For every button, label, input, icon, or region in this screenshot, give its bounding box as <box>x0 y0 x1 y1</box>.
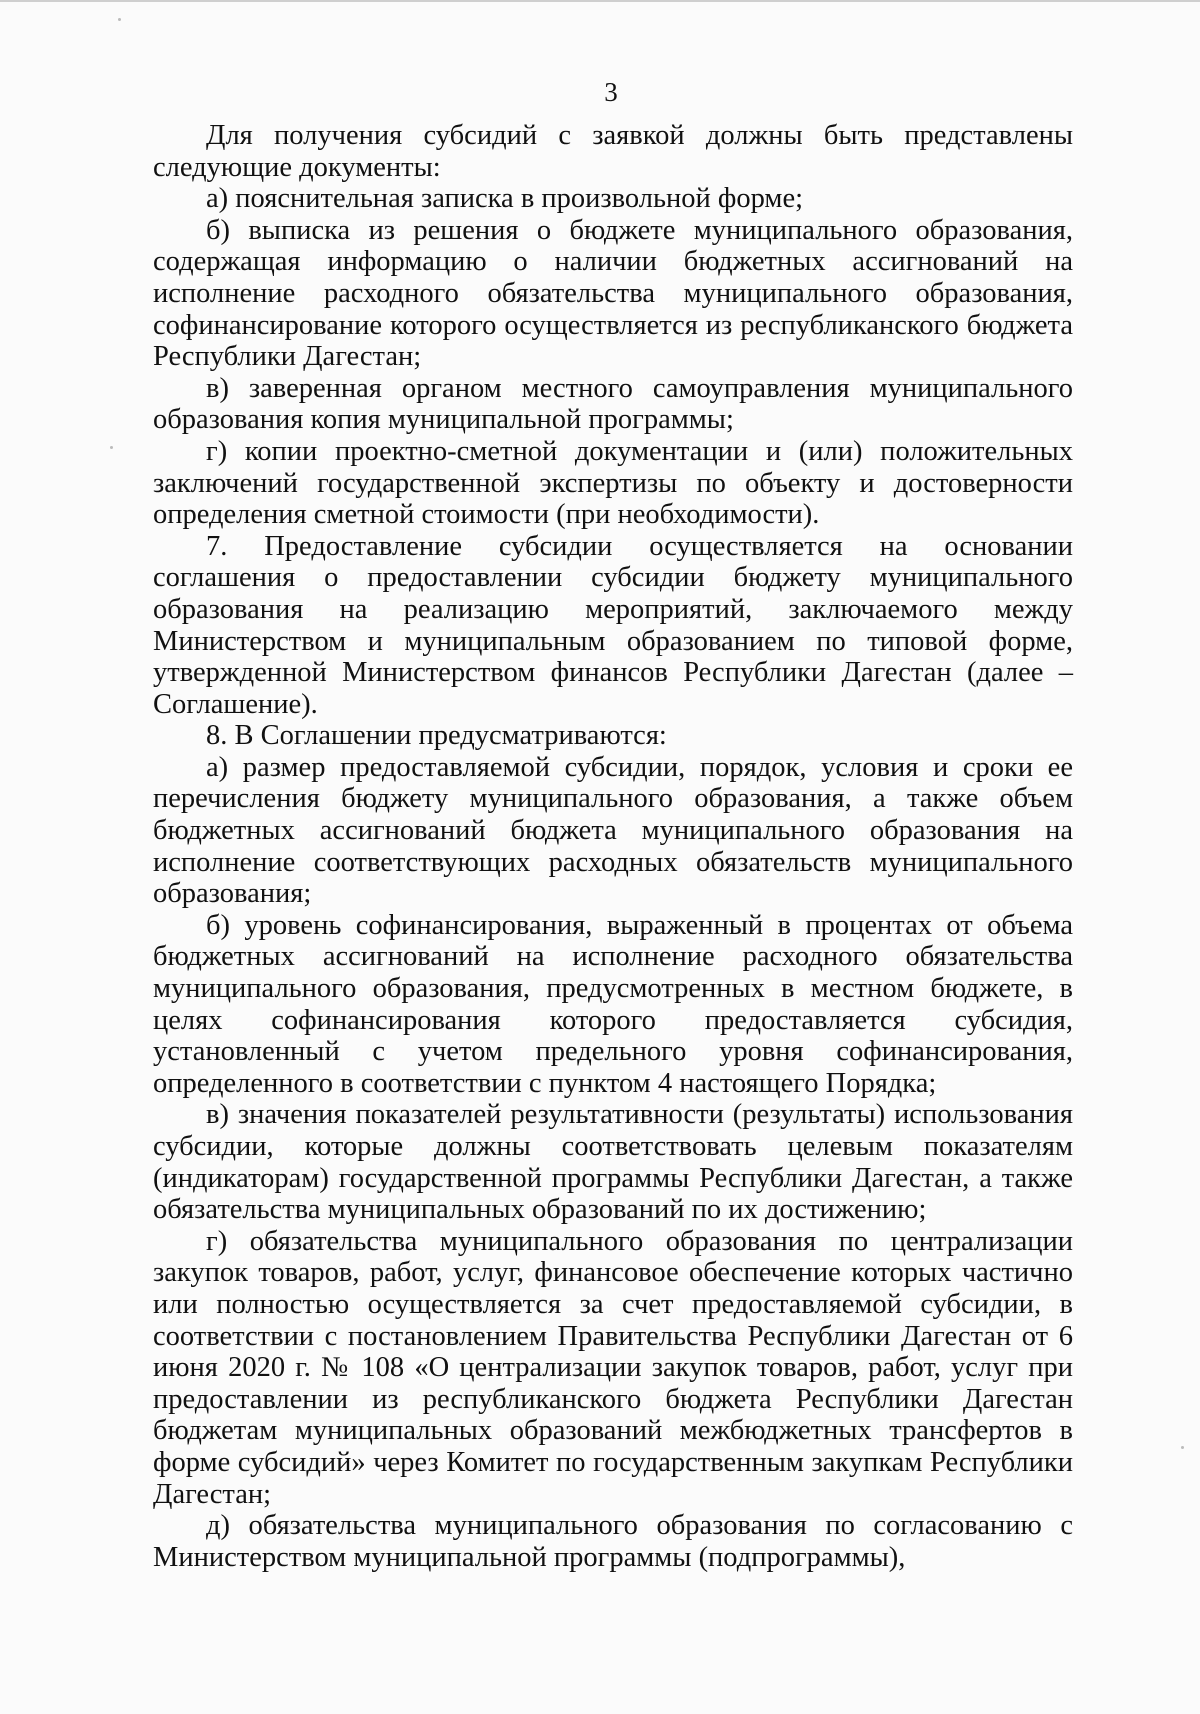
paragraph-clause-8-v: в) значения показателей результативности (результаты) использования субсидии, которые должны соответствовать целевым показателям (индикаторам) государственной программы Республики Дагестан, а также обязательства муниципальных образований по их достижению; <box>153 1099 1073 1226</box>
paragraph-item-b: б) выписка из решения о бюджете муниципального образования, содержащая информацию о наличии бюджетных ассигнований на исполнение расходного обязательства муниципального образования, софинансирование которого осуществляется из республиканского бюджета Республики Дагестан; <box>153 214 1073 373</box>
paragraph-clause-8-b: б) уровень софинансирования, выраженный в процентах от объема бюджетных ассигнований на исполнение расходного обязательства муниципального образования, предусмотренных в местном бюджете, в целях софинансирования которого предоставляется субсидия, установленный с учетом предельного уровня софинансирования, определенного в соответствии с пунктом 4 настоящего Порядка; <box>153 909 1073 1099</box>
paragraph-clause-7: 7. Предоставление субсидии осуществляется на основании соглашения о предоставлении субсидии бюджету муниципального образования на реализацию мероприятий, заключаемого между Министерством и муниципальным образованием по типовой форме, утвержденной Министерством финансов Республики Дагестан (далее – Соглашение). <box>153 530 1073 720</box>
paragraph-item-a: а) пояснительная записка в произвольной форме; <box>206 183 804 215</box>
scan-edge-line <box>0 0 1200 2</box>
paragraph-clause-8-g: г) обязательства муниципального образования по централизации закупок товаров, работ, услуг, финансовое обеспечение которых частично или полностью осуществляется за счет предоставляемой субсидии, в соответствии с постановлением Правительства Республики Дагестан от 6 июня 2020 г. № 108 «О централизации закупок товаров, работ, услуг при предоставлении из республиканского бюджета Республики Дагестан бюджетам муниципальных образований межбюджетных трансфертов в форме субсидий» через Комитет по государственным закупкам Республики Дагестан; <box>153 1225 1073 1510</box>
paragraph-documents-intro: Для получения субсидий с заявкой должны быть представлены следующие документы: <box>153 120 1073 183</box>
page-number: 3 <box>604 77 618 107</box>
scan-speck <box>1181 1446 1184 1449</box>
paragraph-clause-8-d: д) обязательства муниципального образования по согласованию с Министерством муниципальной программы (подпрограммы), <box>153 1510 1073 1573</box>
paragraph-clause-8: 8. В Соглашении предусматриваются: <box>206 720 667 752</box>
paragraph-item-v: в) заверенная органом местного самоуправления муниципального образования копия муниципальной программы; <box>153 372 1073 436</box>
paragraph-clause-8-a: а) размер предоставляемой субсидии, порядок, условия и сроки ее перечисления бюджету муниципального образования, а также объем бюджетных ассигнований бюджета муниципального образования на исполнение соответствующих расходных обязательств муниципального образования; <box>153 751 1073 910</box>
document-body <box>153 120 1073 1573</box>
scan-speck <box>118 18 121 21</box>
paragraph-item-g: г) копии проектно-сметной документации и (или) положительных заключений государственной экспертизы по объекту и достоверности определения сметной стоимости (при необходимости). <box>153 435 1073 531</box>
scan-speck <box>110 446 113 449</box>
